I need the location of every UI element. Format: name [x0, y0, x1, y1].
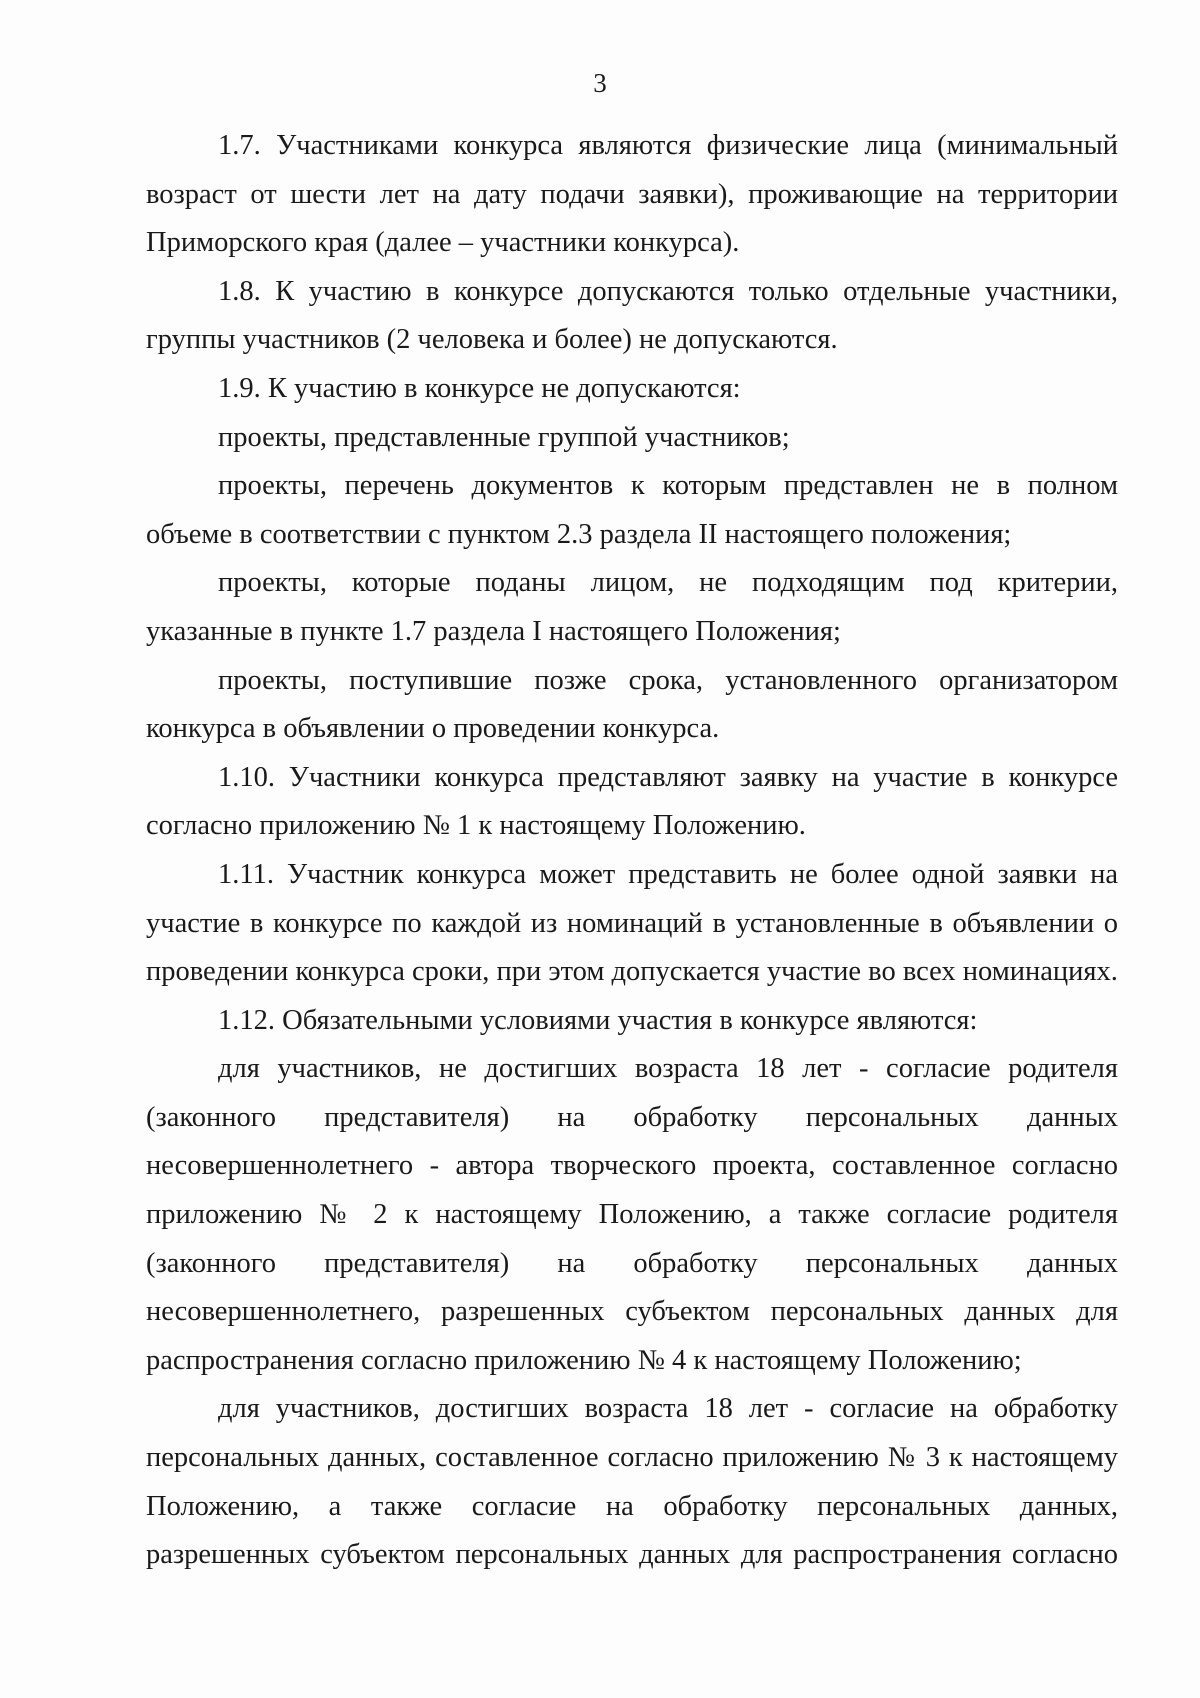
text-line: 1.10. Участники конкурса представляют заявку на участие в конкурсе	[218, 761, 1118, 793]
text-line: (законного представителя) на обработку персональных данных	[146, 1101, 1118, 1133]
text-line: 1.7. Участниками конкурса являются физические лица (минимальный	[218, 130, 1118, 161]
text-line: участие в конкурсе по каждой из номинаций в установленные в объявлении о	[146, 907, 1118, 939]
text-line: приложению № 2 к настоящему Положению, а также согласие родителя	[146, 1199, 1118, 1231]
text-line: указанные в пункте 1.7 раздела I настоящего Положения;	[146, 615, 841, 647]
text-line: проекты, которые поданы лицом, не подходящим под критерии,	[218, 567, 1118, 599]
document-body	[146, 122, 1118, 1580]
text-line: распространения согласно приложению № 4 к настоящему Положению;	[146, 1344, 1022, 1376]
text-line: проекты, представленные группой участников;	[218, 421, 790, 453]
text-line: Приморского края (далее – участники конкурса).	[146, 227, 740, 259]
text-line: 1.8. К участию в конкурсе допускаются только отдельные участники,	[218, 275, 1118, 307]
text-line: согласно приложению № 1 к настоящему Положению.	[146, 810, 806, 842]
text-line: для участников, достигших возраста 18 лет - согласие на обработку	[218, 1393, 1118, 1425]
text-line: объеме в соответствии с пунктом 2.3 раздела II настоящего положения;	[146, 518, 1012, 550]
text-line: несовершеннолетнего - автора творческого проекта, составленное согласно	[146, 1150, 1118, 1182]
text-line: несовершеннолетнего, разрешенных субъектом персональных данных для	[146, 1296, 1118, 1328]
text-line: персональных данных, составленное согласно приложению № 3 к настоящему	[146, 1442, 1118, 1474]
text-line: проекты, перечень документов к которым представлен не в полном	[218, 470, 1118, 502]
text-line: 1.9. К участию в конкурсе не допускаются:	[218, 372, 741, 404]
text-line: проведении конкурса сроки, при этом допускается участие во всех номинациях.	[146, 956, 1118, 988]
text-line: возраст от шести лет на дату подачи заявки), проживающие на территории	[146, 178, 1118, 210]
text-line: разрешенных субъектом персональных данных для распространения согласно	[146, 1539, 1118, 1571]
text-line: проекты, поступившие позже срока, установленного организатором	[218, 664, 1118, 696]
text-line: 1.11. Участник конкурса может представить не более одной заявки на	[218, 858, 1118, 890]
text-line: Положению, а также согласие на обработку персональных данных,	[146, 1490, 1118, 1522]
text-line: конкурса в объявлении о проведении конкурса.	[146, 713, 720, 745]
text-line: для участников, не достигших возраста 18 лет - согласие родителя	[218, 1053, 1118, 1085]
text-line: 1.12. Обязательными условиями участия в конкурсе являются:	[218, 1004, 978, 1036]
text-line: группы участников (2 человека и более) не допускаются.	[146, 324, 838, 356]
page-number: 3	[593, 68, 607, 98]
text-line: (законного представителя) на обработку персональных данных	[146, 1247, 1118, 1279]
